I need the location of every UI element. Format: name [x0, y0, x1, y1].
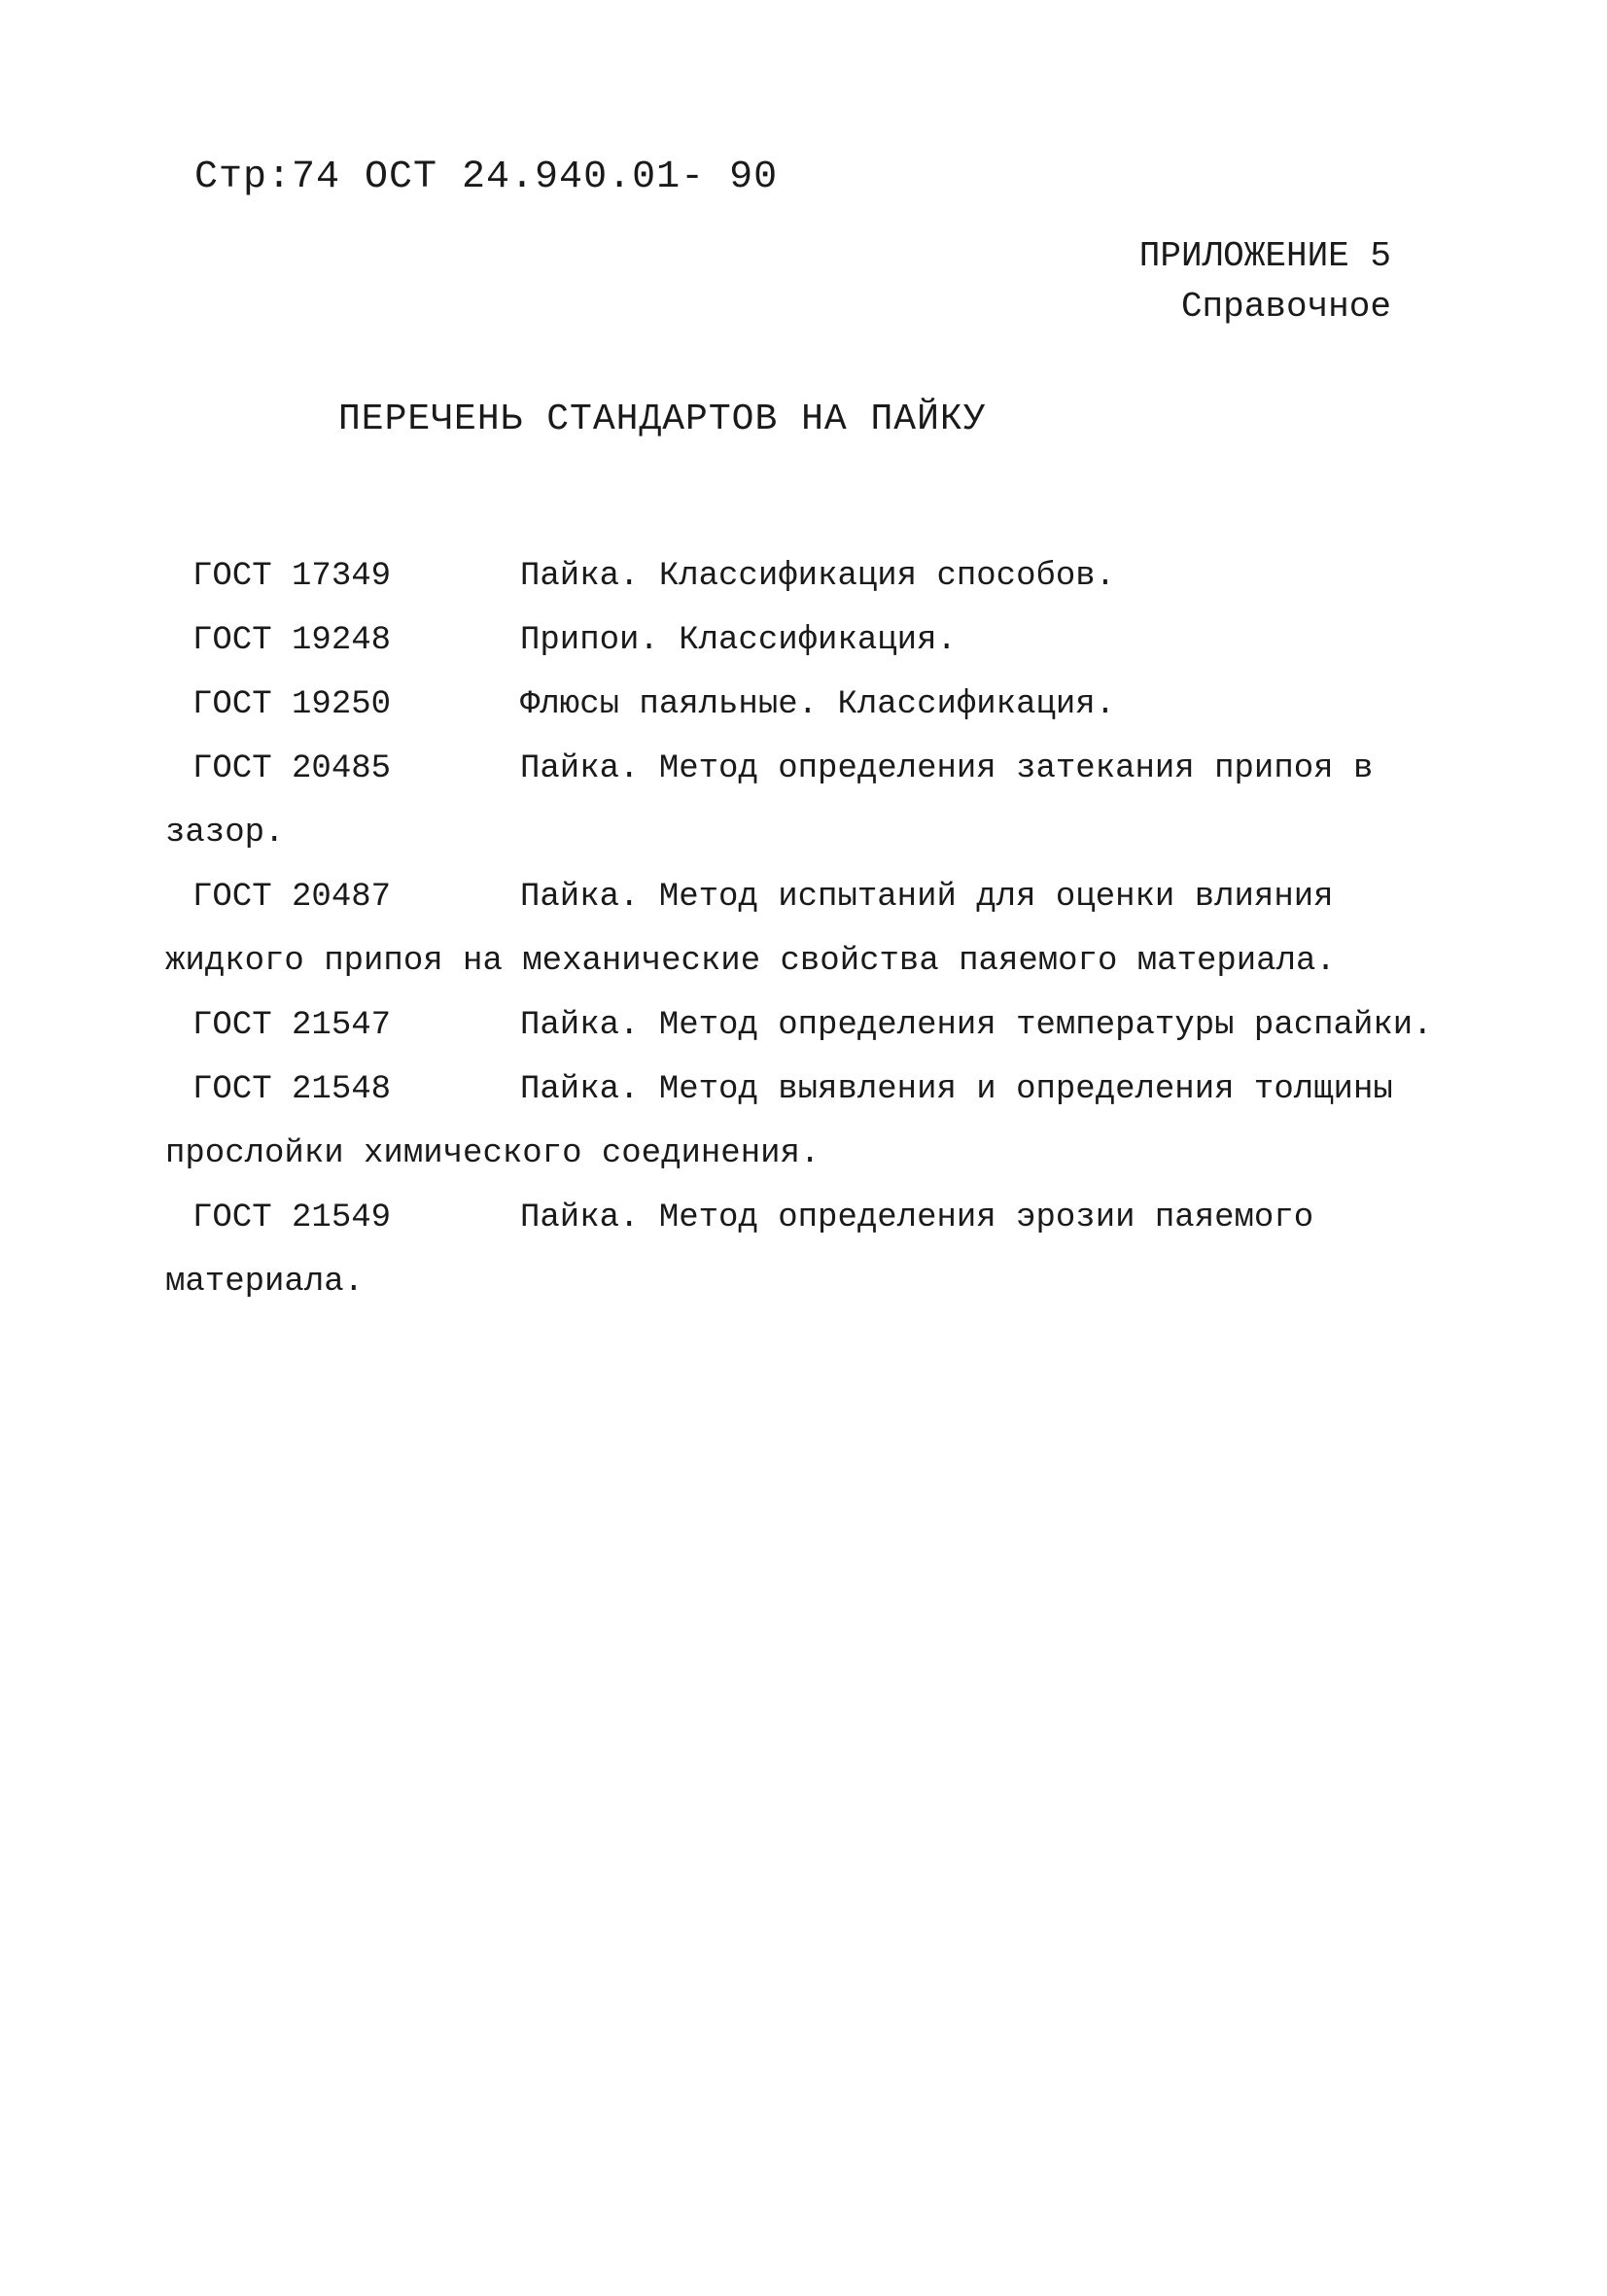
standard-description: Флюсы паяльные. Классификация. — [520, 686, 1116, 723]
list-item — [165, 1058, 1468, 1186]
standard-description: Пайка. Метод определения эрозии паяемого материала. — [165, 1200, 1314, 1301]
list-item — [165, 673, 1468, 737]
page-header-reference: Стр:74 ОСТ 24.940.01- 90 — [194, 156, 779, 199]
list-item — [165, 1186, 1468, 1314]
list-item — [165, 865, 1468, 993]
standard-description: Пайка. Метод испытаний для оценки влияния жидкого припоя на механические свойства паяемого материала. — [165, 879, 1336, 980]
standard-description: Пайка. Метод выявления и определения толщины прослойки химического соединения. — [165, 1071, 1393, 1172]
appendix-type: Справочное — [1180, 287, 1391, 327]
standard-code: ГОСТ 20485 — [192, 750, 392, 787]
standard-code: ГОСТ 19248 — [192, 622, 392, 659]
standard-description: Пайка. Метод определения затекания припоя в зазор. — [165, 750, 1374, 852]
standard-description: Припои. Классификация. — [520, 622, 957, 659]
appendix-label: ПРИЛОЖЕНИЕ 5 — [1138, 236, 1391, 276]
standard-description: Пайка. Классификация способов. — [520, 558, 1116, 595]
list-item — [165, 737, 1468, 865]
standard-code: ГОСТ 21549 — [192, 1200, 392, 1236]
standards-list — [165, 544, 1468, 1314]
list-item — [165, 544, 1468, 609]
standard-code: ГОСТ 17349 — [192, 558, 392, 595]
list-item — [165, 993, 1468, 1058]
appendix-block — [1139, 231, 1391, 332]
list-item — [165, 609, 1468, 673]
standard-description: Пайка. Метод определения температуры распайки. — [520, 1007, 1433, 1044]
document-title: ПЕРЕЧЕНЬ СТАНДАРТОВ НА ПАЙКУ — [338, 399, 987, 440]
standard-code: ГОСТ 19250 — [192, 686, 392, 723]
standard-code: ГОСТ 21547 — [192, 1007, 392, 1044]
standard-code: ГОСТ 21548 — [192, 1071, 392, 1108]
standard-code: ГОСТ 20487 — [192, 879, 392, 916]
